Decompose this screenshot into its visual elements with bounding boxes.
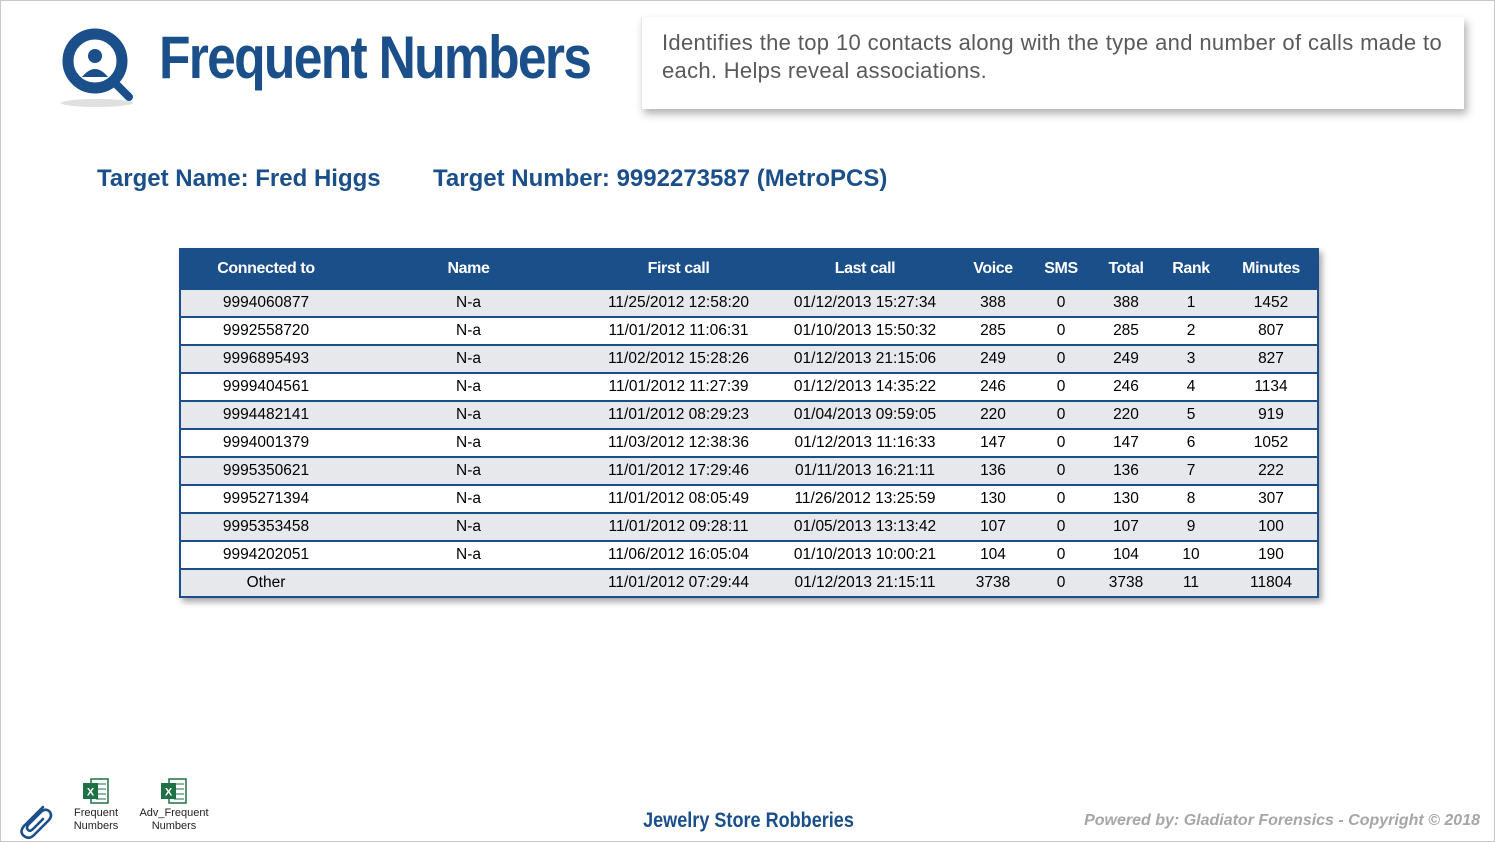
table-row bbox=[181, 569, 1317, 596]
table-cell: 01/10/2013 10:00:21 bbox=[771, 541, 959, 569]
table-cell: 8 bbox=[1157, 485, 1225, 513]
table-cell: 7 bbox=[1157, 457, 1225, 485]
table-cell: 01/12/2013 14:35:22 bbox=[771, 373, 959, 401]
table-cell: 11/01/2012 11:27:39 bbox=[586, 373, 771, 401]
table-cell: 11/26/2012 13:25:59 bbox=[771, 485, 959, 513]
table-cell: 4 bbox=[1157, 373, 1225, 401]
table-cell: 807 bbox=[1225, 317, 1317, 345]
table-cell: 6 bbox=[1157, 429, 1225, 457]
table-row bbox=[181, 345, 1317, 373]
table-cell: 11/02/2012 15:28:26 bbox=[586, 345, 771, 373]
svg-text:X: X bbox=[86, 786, 95, 799]
table-cell: 11804 bbox=[1225, 569, 1317, 596]
table-cell: 0 bbox=[1027, 289, 1095, 317]
table-cell: 0 bbox=[1027, 457, 1095, 485]
column-header: Connected to bbox=[181, 250, 351, 289]
column-header: SMS bbox=[1027, 250, 1095, 289]
table-cell: 9 bbox=[1157, 513, 1225, 541]
table-cell: 1452 bbox=[1225, 289, 1317, 317]
table-cell: 9994001379 bbox=[181, 429, 351, 457]
table-row bbox=[181, 485, 1317, 513]
target-name: Target Name: Fred Higgs bbox=[97, 165, 381, 192]
table-cell: 100 bbox=[1225, 513, 1317, 541]
table-cell: 285 bbox=[959, 317, 1027, 345]
table-cell: 0 bbox=[1027, 485, 1095, 513]
table-row bbox=[181, 373, 1317, 401]
table-cell: 130 bbox=[1095, 485, 1157, 513]
table-cell: 222 bbox=[1225, 457, 1317, 485]
description-box bbox=[641, 17, 1464, 109]
table-row bbox=[181, 289, 1317, 317]
table-cell: 107 bbox=[1095, 513, 1157, 541]
table-cell: 11/01/2012 08:05:49 bbox=[586, 485, 771, 513]
table-cell: 2 bbox=[1157, 317, 1225, 345]
excel-file-icon bbox=[160, 777, 188, 805]
table-cell: 11/25/2012 12:58:20 bbox=[586, 289, 771, 317]
table-cell: 9994202051 bbox=[181, 541, 351, 569]
case-title: Jewelry Store Robberies bbox=[643, 809, 854, 832]
table-cell: 130 bbox=[959, 485, 1027, 513]
target-number-label: Target Number: bbox=[433, 165, 617, 192]
table-row bbox=[181, 317, 1317, 345]
table-cell: N-a bbox=[351, 289, 586, 317]
table-cell: 388 bbox=[959, 289, 1027, 317]
table-cell: 9995353458 bbox=[181, 513, 351, 541]
table-cell: 249 bbox=[1095, 345, 1157, 373]
table-cell: 9992558720 bbox=[181, 317, 351, 345]
table-cell: 01/12/2013 21:15:11 bbox=[771, 569, 959, 596]
table-cell: 01/12/2013 11:16:33 bbox=[771, 429, 959, 457]
excel-file-icon bbox=[82, 777, 110, 805]
table-cell: 11/01/2012 11:06:31 bbox=[586, 317, 771, 345]
table-cell: 220 bbox=[959, 401, 1027, 429]
table-cell: 307 bbox=[1225, 485, 1317, 513]
table-row bbox=[181, 457, 1317, 485]
table-cell: N-a bbox=[351, 541, 586, 569]
table-cell: 1052 bbox=[1225, 429, 1317, 457]
column-header: Name bbox=[351, 250, 586, 289]
table-cell: 0 bbox=[1027, 373, 1095, 401]
table-cell: N-a bbox=[351, 345, 586, 373]
table-cell: 0 bbox=[1027, 317, 1095, 345]
table-cell: N-a bbox=[351, 457, 586, 485]
column-header: Rank bbox=[1157, 250, 1225, 289]
table-cell: 1 bbox=[1157, 289, 1225, 317]
table-cell: 104 bbox=[959, 541, 1027, 569]
page-title: Frequent Numbers bbox=[159, 24, 591, 91]
table-body bbox=[181, 289, 1317, 596]
table-cell: N-a bbox=[351, 513, 586, 541]
table-cell: Other bbox=[181, 569, 351, 596]
table-cell: 919 bbox=[1225, 401, 1317, 429]
table-cell: 9995350621 bbox=[181, 457, 351, 485]
table-cell: 3738 bbox=[1095, 569, 1157, 596]
table-row bbox=[181, 541, 1317, 569]
table-cell: 285 bbox=[1095, 317, 1157, 345]
frequent-numbers-table bbox=[179, 248, 1319, 598]
table-cell: 3 bbox=[1157, 345, 1225, 373]
table-cell: 190 bbox=[1225, 541, 1317, 569]
table-cell: 246 bbox=[959, 373, 1027, 401]
magnifier-logo-icon bbox=[57, 25, 143, 109]
table-cell: 9995271394 bbox=[181, 485, 351, 513]
attachment-label: Adv_Frequent Numbers bbox=[139, 807, 209, 832]
target-number-value: 9992273587 (MetroPCS) bbox=[616, 165, 888, 192]
description-text: Identifies the top 10 contacts along with the type and number of calls made to each. Helps reveal associations. bbox=[662, 30, 1442, 83]
table-header-row bbox=[181, 250, 1317, 289]
table-cell: 0 bbox=[1027, 541, 1095, 569]
copyright-text: Powered by: Gladiator Forensics - Copyright © 2018 bbox=[1084, 812, 1480, 829]
table-cell: 01/04/2013 09:59:05 bbox=[771, 401, 959, 429]
table-cell: N-a bbox=[351, 429, 586, 457]
table-cell: N-a bbox=[351, 485, 586, 513]
table-cell: N-a bbox=[351, 317, 586, 345]
table-cell: 01/11/2013 16:21:11 bbox=[771, 457, 959, 485]
target-number bbox=[433, 165, 887, 193]
table-cell: N-a bbox=[351, 373, 586, 401]
table-cell: N-a bbox=[351, 401, 586, 429]
table-cell: 246 bbox=[1095, 373, 1157, 401]
table-cell: 0 bbox=[1027, 513, 1095, 541]
table-cell: 220 bbox=[1095, 401, 1157, 429]
table-row bbox=[181, 429, 1317, 457]
table-cell: 147 bbox=[959, 429, 1027, 457]
table-cell: 136 bbox=[959, 457, 1027, 485]
table-cell: 104 bbox=[1095, 541, 1157, 569]
column-header: Minutes bbox=[1225, 250, 1317, 289]
table-cell: 11 bbox=[1157, 569, 1225, 596]
attachment-label: Frequent Numbers bbox=[73, 807, 119, 832]
table-cell: 1134 bbox=[1225, 373, 1317, 401]
table-cell: 9999404561 bbox=[181, 373, 351, 401]
table-cell: 11/06/2012 16:05:04 bbox=[586, 541, 771, 569]
table-cell: 5 bbox=[1157, 401, 1225, 429]
table-cell: 0 bbox=[1027, 569, 1095, 596]
table-cell: 11/03/2012 12:38:36 bbox=[586, 429, 771, 457]
table-cell: 01/12/2013 21:15:06 bbox=[771, 345, 959, 373]
paperclip-icon[interactable] bbox=[13, 799, 57, 843]
table-cell: 11/01/2012 17:29:46 bbox=[586, 457, 771, 485]
table-row bbox=[181, 513, 1317, 541]
table-cell: 10 bbox=[1157, 541, 1225, 569]
table-cell: 01/12/2013 15:27:34 bbox=[771, 289, 959, 317]
table-cell: 3738 bbox=[959, 569, 1027, 596]
table-cell: 0 bbox=[1027, 429, 1095, 457]
table-cell: 0 bbox=[1027, 401, 1095, 429]
table-cell: 827 bbox=[1225, 345, 1317, 373]
column-header: First call bbox=[586, 250, 771, 289]
table-cell: 11/01/2012 08:29:23 bbox=[586, 401, 771, 429]
table-cell: 249 bbox=[959, 345, 1027, 373]
svg-text:X: X bbox=[164, 786, 173, 799]
table-cell: 11/01/2012 09:28:11 bbox=[586, 513, 771, 541]
table-cell: 01/10/2013 15:50:32 bbox=[771, 317, 959, 345]
table-cell: 11/01/2012 07:29:44 bbox=[586, 569, 771, 596]
table-cell: 388 bbox=[1095, 289, 1157, 317]
table-cell: 9996895493 bbox=[181, 345, 351, 373]
table-row bbox=[181, 401, 1317, 429]
column-header: Last call bbox=[771, 250, 959, 289]
table-cell: 9994060877 bbox=[181, 289, 351, 317]
table-cell: 0 bbox=[1027, 345, 1095, 373]
column-header: Total bbox=[1095, 250, 1157, 289]
table-cell: 136 bbox=[1095, 457, 1157, 485]
table-cell: 107 bbox=[959, 513, 1027, 541]
table-cell: 9994482141 bbox=[181, 401, 351, 429]
table-cell: 147 bbox=[1095, 429, 1157, 457]
table-cell: 01/05/2013 13:13:42 bbox=[771, 513, 959, 541]
table-cell bbox=[351, 569, 586, 596]
column-header: Voice bbox=[959, 250, 1027, 289]
